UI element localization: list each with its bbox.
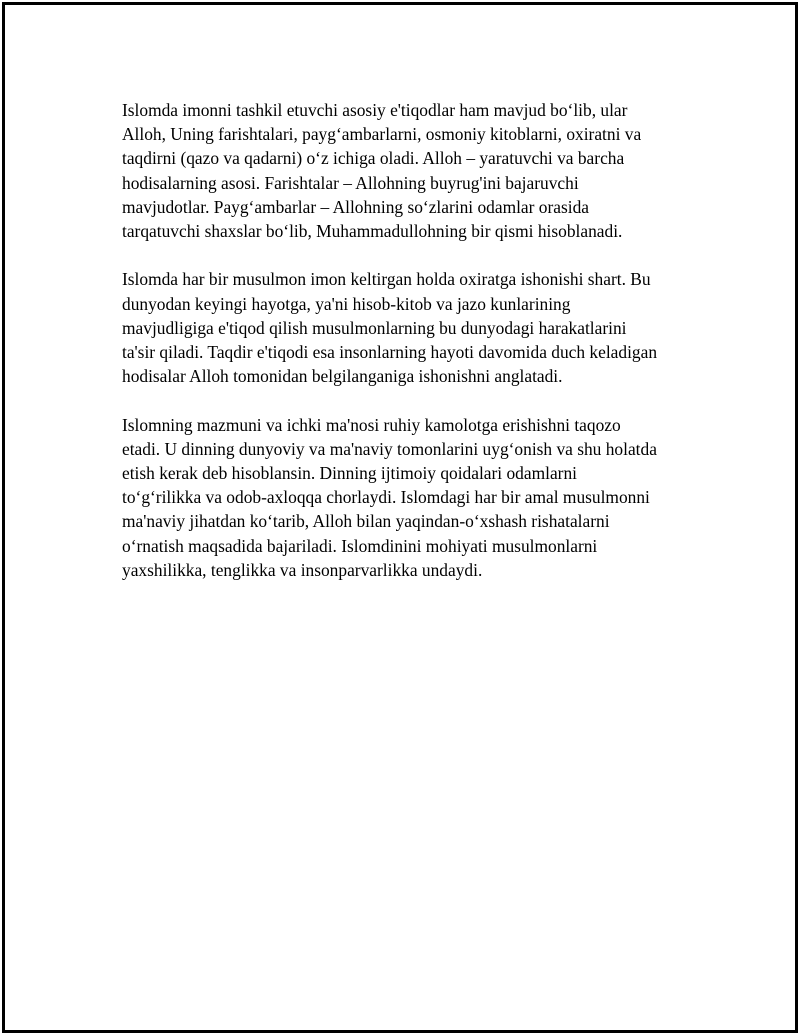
text-line: Islomning mazmuni va ichki ma'nosi ruhiy kamolotga erishishni taqozo <box>122 414 621 435</box>
paragraph-1 <box>122 98 702 243</box>
text-line: mavjudotlar. Payg‘ambarlar – Allohning so‘zlarini odamlar orasida <box>122 196 590 217</box>
text-line: hodisalar Alloh tomonidan belgilanganiga ishonishni anglatadi. <box>122 366 563 387</box>
page-border <box>2 2 798 1033</box>
text-line: tarqatuvchi shaxslar bo‘lib, Muhammadullohning bir qismi hisoblanadi. <box>122 221 623 242</box>
text-line: Islomda imonni tashkil etuvchi asosiy e'tiqodlar ham mavjud bo‘lib, ular <box>122 100 628 120</box>
text-line: hodisalarning asosi. Farishtalar – Allohning buyrug'ini bajaruvchi <box>122 172 579 193</box>
text-line: Islomda har bir musulmon imon keltirgan holda oxiratga ishonishi shart. Bu <box>122 269 651 290</box>
text-line: mavjudligiga e'tiqod qilish musulmonlarning bu dunyodagi harakatlarini <box>122 317 627 338</box>
text-line: o‘rnatish maqsadida bajariladi. Islomdinini mohiyati musulmonlarni <box>122 535 598 556</box>
text-line: ta'sir qiladi. Taqdir e'tiqodi esa insonlarning hayoti davomida duch keladigan <box>122 342 658 363</box>
text-line: yaxshilikka, tenglikka va insonparvarlikka undaydi. <box>122 559 483 580</box>
paragraph-3 <box>122 413 702 582</box>
text-line: taqdirni (qazo va qadarni) o‘z ichiga oladi. Alloh – yaratuvchi va barcha <box>122 148 625 169</box>
paragraph-2 <box>122 267 702 388</box>
text-line: ma'naviy jihatdan ko‘tarib, Alloh bilan yaqindan-o‘xshash rishatalarni <box>122 511 610 532</box>
text-line: Alloh, Uning farishtalari, payg‘ambarlarni, osmoniy kitoblarni, oxiratni va <box>122 124 642 145</box>
document-body <box>122 98 702 606</box>
text-line: etadi. U dinning dunyoviy va ma'naviy tomonlarini uyg‘onish va shu holatda <box>122 438 657 459</box>
text-line: dunyodan keyingi hayotga, ya'ni hisob-kitob va jazo kunlarining <box>122 293 571 314</box>
text-line: to‘g‘rilikka va odob-axloqqa chorlaydi. Islomdagi har bir amal musulmonni <box>122 487 650 508</box>
text-line: etish kerak deb hisoblansin. Dinning ijtimoiy qoidalari odamlarni <box>122 463 577 484</box>
